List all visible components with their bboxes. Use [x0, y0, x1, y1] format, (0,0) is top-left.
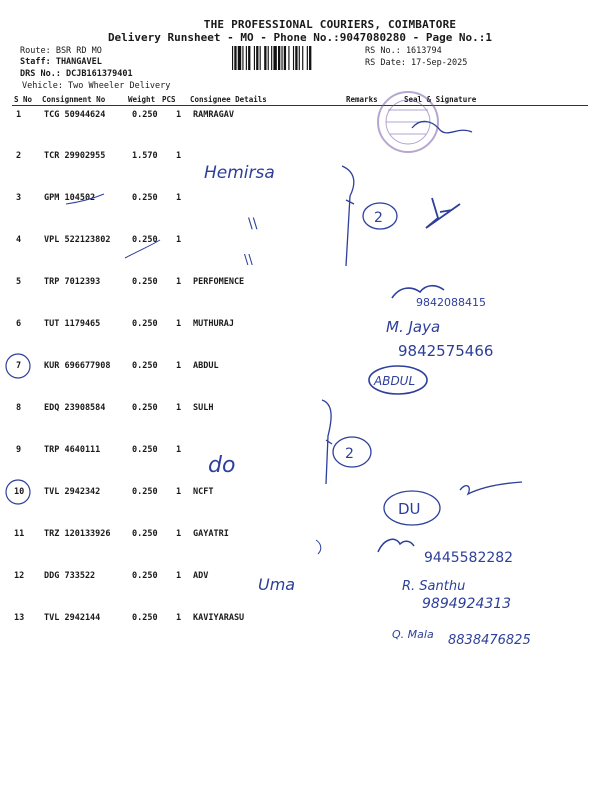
document-title: THE PROFESSIONAL COURIERS, COIMBATORE	[203, 18, 457, 31]
hw-bracket-upper: 2	[374, 210, 383, 226]
col-header-seal: Seal & Signature	[404, 95, 477, 104]
vehicle-label: Vehicle: Two Wheeler Delivery	[22, 81, 171, 91]
table-row	[0, 193, 600, 213]
hw-row12-name: Uma	[258, 575, 296, 594]
hw-row5-phone: 9842088415	[416, 296, 486, 309]
col-header-pcs: PCS	[162, 95, 176, 104]
row-pcs: 1	[176, 613, 182, 623]
rs-date: RS Date: 17-Sep-2025	[365, 58, 468, 68]
hw-row6-sig: M. Jaya	[386, 318, 441, 336]
hw-row13-sig: Q. Mala	[392, 628, 434, 641]
table-row	[0, 445, 600, 465]
row-weight: 0.250	[132, 487, 158, 497]
barcode-bar	[273, 46, 276, 70]
row-weight: 0.250	[132, 403, 158, 413]
row-sno: 5	[16, 277, 22, 287]
barcode-bar	[268, 46, 269, 70]
row-weight: 0.250	[132, 571, 158, 581]
row-consignment: DDG 733522	[44, 571, 96, 581]
row-consignee: MUTHURAJ	[193, 319, 234, 329]
barcode-bar	[254, 46, 255, 70]
row-sno: 8	[16, 403, 22, 413]
row-consignment: VPL 522123802	[44, 235, 111, 245]
row-pcs: 1	[176, 361, 182, 371]
hw-row9-note: do	[208, 453, 236, 478]
row-sno: 1	[16, 110, 22, 120]
barcode-bar	[264, 46, 266, 70]
row-pcs: 1	[176, 151, 182, 161]
row-pcs: 1	[176, 193, 182, 203]
hw-row6-phone: 9842575466	[398, 342, 494, 360]
row-sno: 3	[16, 193, 22, 203]
barcode-bar	[234, 46, 236, 70]
table-row	[0, 403, 600, 423]
drs-label: DRS No.: DCJB161379401	[20, 69, 133, 79]
table-row	[0, 235, 600, 255]
barcode-bar	[256, 46, 258, 70]
row-pcs: 1	[176, 529, 182, 539]
table-row	[0, 110, 600, 130]
row-consignee: KAVIYARASU	[193, 613, 245, 623]
col-header-consignee: Consignee Details	[190, 95, 267, 104]
barcode-bar	[284, 46, 286, 70]
barcode-bar	[299, 46, 300, 70]
hw-row3-mark: \\	[248, 216, 258, 232]
route-label: Route: BSR RD MO	[20, 46, 102, 56]
row-consignment: TRP 4640111	[44, 445, 101, 455]
barcode-bar	[302, 46, 303, 70]
row-sno: 13	[14, 613, 25, 623]
row-sno: 11	[14, 529, 25, 539]
hw-row11-phone: 9445582282	[424, 550, 514, 566]
header-rule	[12, 105, 588, 106]
barcode-bar	[281, 46, 282, 70]
row-sno: 12	[14, 571, 25, 581]
row-pcs: 1	[176, 445, 182, 455]
table-row	[0, 277, 600, 297]
row-consignee: ABDUL	[193, 361, 219, 371]
table-row	[0, 487, 600, 507]
row-weight: 0.250	[132, 445, 158, 455]
col-header-remarks: Remarks	[346, 95, 378, 104]
row-consignee: ADV	[193, 571, 209, 581]
hw-row7-sig: ABDUL	[374, 374, 416, 388]
barcode-bar	[293, 46, 294, 70]
row-consignee: GAYATRI	[193, 529, 229, 539]
row-pcs: 1	[176, 487, 182, 497]
row-consignment: TRZ 120133926	[44, 529, 111, 539]
row-pcs: 1	[176, 403, 182, 413]
row-weight: 0.250	[132, 235, 158, 245]
barcode-bar	[278, 46, 280, 70]
row-weight: 0.250	[132, 529, 158, 539]
row-consignment: KUR 696677908	[44, 361, 111, 371]
col-header-sno: S No	[14, 95, 33, 104]
table-row	[0, 151, 600, 171]
table-row	[0, 319, 600, 339]
table-row	[0, 613, 600, 633]
staff-label: Staff: THANGAVEL	[20, 57, 102, 67]
barcode-bar	[232, 46, 233, 70]
row-consignment: TVL 2942342	[44, 487, 101, 497]
barcode-bar	[271, 46, 272, 70]
row-consignment: TCR 29902955	[44, 151, 106, 161]
barcode-bar	[309, 46, 311, 70]
row-pcs: 1	[176, 277, 182, 287]
hw-row4-mark: \\	[244, 253, 253, 268]
row-consignment: TUT 1179465	[44, 319, 101, 329]
barcode-bar	[288, 46, 289, 70]
row-weight: 0.250	[132, 613, 158, 623]
row-weight: 0.250	[132, 110, 158, 120]
document-subtitle: Delivery Runsheet - MO - Phone No.:9047080280 - Page No.:1	[107, 31, 493, 44]
rs-number: RS No.: 1613794	[365, 46, 442, 56]
barcode-bar	[238, 46, 241, 70]
row-pcs: 1	[176, 235, 182, 245]
row-consignee: NCFT	[193, 487, 214, 497]
hw-row13-phone: 8838476825	[448, 633, 531, 648]
table-row	[0, 529, 600, 549]
row-consignee: RAMRAGAV	[193, 110, 234, 120]
row-pcs: 1	[176, 571, 182, 581]
row-sno: 2	[16, 151, 22, 161]
barcode-bar	[295, 46, 297, 70]
row-consignee: SULH	[193, 403, 214, 413]
row-pcs: 1	[176, 319, 182, 329]
table-row	[0, 571, 600, 591]
hw-row10-mark: DU	[398, 500, 421, 518]
hw-row2-name: Hemirsa	[204, 163, 275, 183]
row-pcs: 1	[176, 110, 182, 120]
row-sno: 6	[16, 319, 22, 329]
row-consignment: TCG 50944624	[44, 110, 106, 120]
row-weight: 0.250	[132, 277, 158, 287]
barcode	[232, 46, 360, 70]
hw-row12-phone: 9894924313	[422, 596, 512, 612]
barcode-bar	[248, 46, 250, 70]
row-consignment: EDQ 23908584	[44, 403, 106, 413]
table-row	[0, 361, 600, 381]
col-header-consignment: Consignment No	[42, 95, 106, 104]
col-header-weight: Weight	[128, 95, 156, 104]
row-sno: 10	[14, 487, 25, 497]
row-sno: 4	[16, 235, 22, 245]
barcode-bar	[242, 46, 243, 70]
row-consignment: TRP 7012393	[44, 277, 101, 287]
row-sno: 7	[16, 361, 22, 371]
row-consignment: GPM 104502	[44, 193, 96, 203]
barcode-bar	[260, 46, 261, 70]
row-weight: 0.250	[132, 319, 158, 329]
row-sno: 9	[16, 445, 22, 455]
row-weight: 0.250	[132, 193, 158, 203]
barcode-bar	[246, 46, 247, 70]
hw-bracket-lower: 2	[345, 446, 354, 462]
row-consignee: PERFOMENCE	[193, 277, 245, 287]
row-weight: 0.250	[132, 361, 158, 371]
hw-row12-sig: R. Santhu	[402, 579, 466, 594]
row-weight: 1.570	[132, 151, 158, 161]
row-consignment: TVL 2942144	[44, 613, 101, 623]
barcode-bar	[307, 46, 308, 70]
